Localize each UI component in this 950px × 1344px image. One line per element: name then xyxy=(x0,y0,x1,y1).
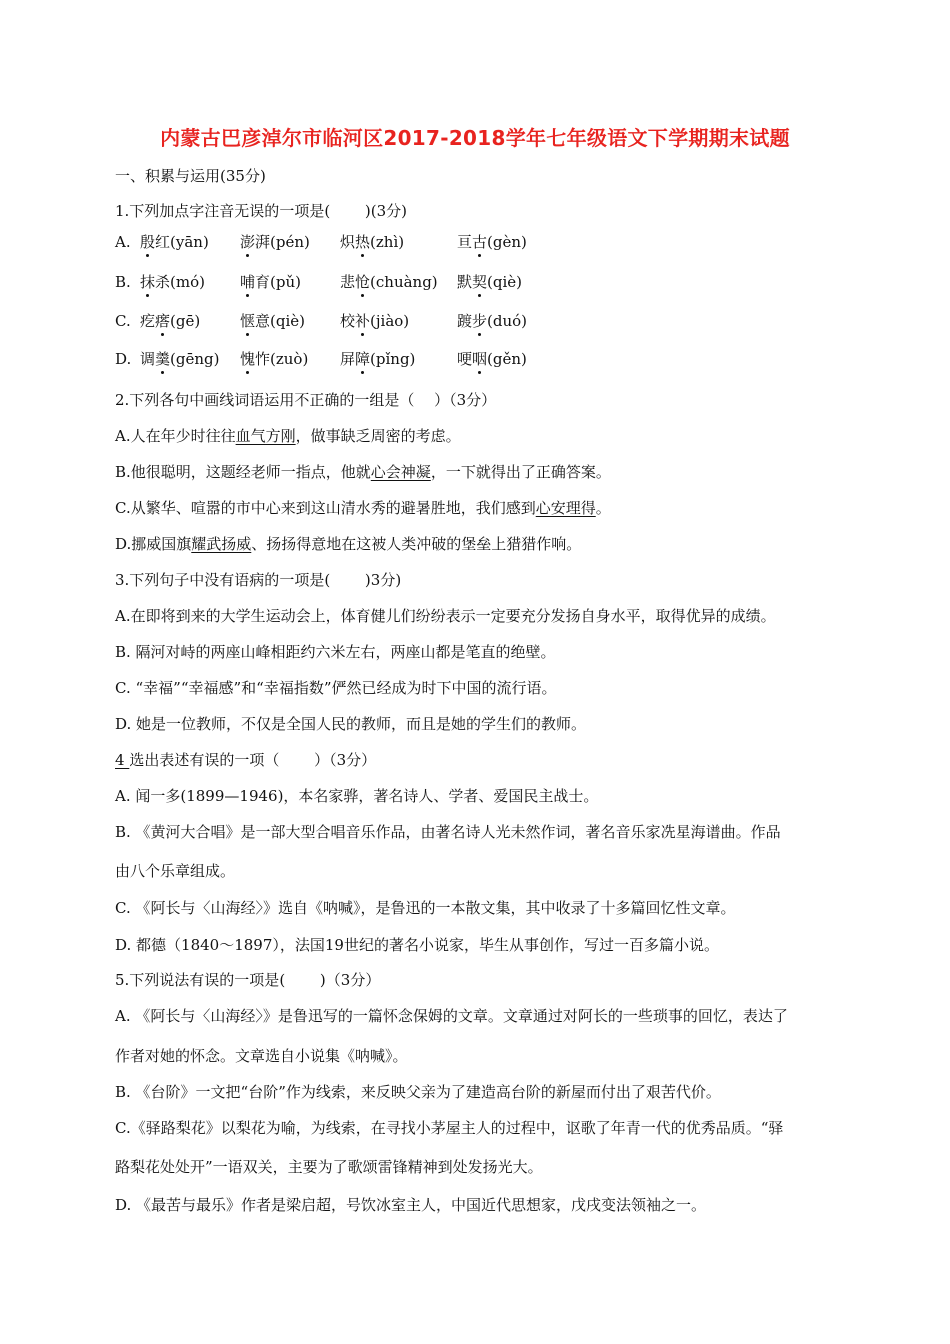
option-label: B. xyxy=(115,273,131,291)
word-char: 炽 xyxy=(340,233,356,251)
dotted-char: 澎 xyxy=(240,233,256,251)
question-5-option-d: D. 《最苦与最乐》作者是梁启超，号饮冰室主人，中国近代思想家，戊戌变法领袖之一。 xyxy=(115,1196,707,1214)
word-rest: (qiè) xyxy=(487,273,523,291)
word-rest: (duó) xyxy=(487,312,528,330)
question-5-option-a-cont: 作者对她的怀念。文章选自小说集《呐喊》。 xyxy=(115,1047,408,1065)
option-word xyxy=(240,311,305,331)
question-number: 4 xyxy=(115,751,130,769)
underlined-phrase: 心会神凝 xyxy=(370,463,431,481)
dotted-char: 步 xyxy=(472,312,488,330)
question-5-option-c-cont: 路梨花处处开”一语双关，主要为了歌颂雷锋精神到处发扬光大。 xyxy=(115,1158,543,1176)
question-4-stem xyxy=(115,750,376,770)
option-text: 、扬扬得意地在这被人类冲破的堡垒上猎猎作响。 xyxy=(251,535,582,553)
dotted-char: 愧 xyxy=(240,350,256,368)
question-4-option-a: A. 闻一多(1899—1946)，本名家骅，著名诗人、学者、爱国民主战士。 xyxy=(115,787,599,805)
question-2-option-b xyxy=(115,462,611,482)
question-3-stem: 3.下列句子中没有语病的一项是( )3分) xyxy=(115,571,402,589)
option-word xyxy=(240,349,308,369)
question-4-option-d: D. 都德（1840～1897），法国19世纪的著名小说家，毕生从事创作，写过一百多篇小说。 xyxy=(115,936,719,954)
word-rest: (gèn) xyxy=(487,233,527,251)
question-2-option-c xyxy=(115,498,611,518)
option-label: A. xyxy=(115,233,131,251)
dotted-char: 热 xyxy=(355,233,371,251)
dotted-char: 哺 xyxy=(240,273,256,291)
dotted-char: 羹 xyxy=(155,350,171,368)
question-3-option-d: D. 她是一位教师，不仅是全国人民的教师，而且是她的学生们的教师。 xyxy=(115,715,587,733)
option-word xyxy=(140,311,200,331)
option-word xyxy=(340,349,415,369)
option-text: A.人在年少时往往 xyxy=(115,427,236,445)
word-rest: (gē) xyxy=(170,312,201,330)
question-4-option-c: C. 《阿长与〈山海经〉》选自《呐喊》，是鲁迅的一本散文集，其中收录了十多篇回忆性文章。 xyxy=(115,899,736,917)
word-char: 默 xyxy=(457,273,473,291)
option-word xyxy=(457,272,522,292)
word-rest: 意(qiè) xyxy=(255,312,305,330)
dotted-char: 瘩 xyxy=(155,312,171,330)
question-5-option-c: C.《驿路梨花》以梨花为喻，为线索，在寻找小茅屋主人的过程中，讴歌了年青一代的优秀品质。“驿 xyxy=(115,1119,784,1137)
dotted-char: 补 xyxy=(355,312,371,330)
word-char: 屏 xyxy=(340,350,356,368)
word-rest: 育(pǔ) xyxy=(255,273,301,291)
dotted-char: 古 xyxy=(472,233,488,251)
word-rest: (chuàng) xyxy=(370,273,438,291)
option-text: B.他很聪明，这题经老师一指点，他就 xyxy=(115,463,371,481)
word-char: 哽 xyxy=(457,350,473,368)
dotted-char: 契 xyxy=(472,273,488,291)
option-text: ，做事缺乏周密的考虑。 xyxy=(295,427,461,445)
question-5-stem: 5.下列说法有误的一项是( )（3分） xyxy=(115,971,381,989)
word-rest: 怍(zuò) xyxy=(255,350,309,368)
question-5-option-a: A. 《阿长与〈山海经〉》是鲁迅写的一篇怀念保姆的文章。文章通过对阿长的一些琐事的回忆，表达了 xyxy=(115,1007,788,1025)
question-1-stem: 1.下列加点字注音无误的一项是( )(3分) xyxy=(115,202,408,220)
dotted-char: 惬 xyxy=(240,312,256,330)
question-3-option-b: B. 隔河对峙的两座山峰相距约六米左右，两座山都是笔直的绝壁。 xyxy=(115,643,556,661)
option-word xyxy=(457,311,527,331)
word-char: 疙 xyxy=(140,312,156,330)
section-heading: 一、积累与运用(35分) xyxy=(115,167,266,185)
option-word xyxy=(140,272,205,292)
word-char: 悲 xyxy=(340,273,356,291)
word-char: 校 xyxy=(340,312,356,330)
dotted-char: 怆 xyxy=(355,273,371,291)
word-rest: (gěn) xyxy=(487,350,527,368)
option-label: C. xyxy=(115,312,131,330)
dotted-char: 障 xyxy=(355,350,371,368)
option-word xyxy=(240,232,310,252)
word-char: 亘 xyxy=(457,233,473,251)
word-rest: 杀(mó) xyxy=(155,273,205,291)
question-2-option-d xyxy=(115,534,581,554)
option-word xyxy=(457,232,527,252)
question-2-option-a xyxy=(115,426,461,446)
word-char: 踱 xyxy=(457,312,473,330)
word-rest: (zhì) xyxy=(370,233,405,251)
option-word xyxy=(140,232,209,252)
option-text: 。 xyxy=(595,499,611,517)
option-word xyxy=(340,311,409,331)
option-text: C.从繁华、喧嚣的市中心来到这山清水秀的避暑胜地，我们感到 xyxy=(115,499,536,517)
question-3-option-c: C. “幸福”“幸福感”和“幸福指数”俨然已经成为时下中国的流行语。 xyxy=(115,679,557,697)
word-char: 调 xyxy=(140,350,156,368)
underlined-phrase: 耀武扬威 xyxy=(191,535,252,553)
dotted-char: 抹 xyxy=(140,273,156,291)
question-4-option-b-cont: 由八个乐章组成。 xyxy=(115,862,236,880)
option-word xyxy=(340,272,438,292)
option-text: D.挪威国旗 xyxy=(115,535,192,553)
option-label: D. xyxy=(115,350,132,368)
underlined-phrase: 血气方刚 xyxy=(235,427,296,445)
option-word xyxy=(140,349,219,369)
word-rest: (pǐng) xyxy=(370,350,416,368)
question-2-stem: 2.下列各句中画线词语运用不正确的一组是（ ）（3分） xyxy=(115,391,497,409)
dotted-char: 殷 xyxy=(140,233,156,251)
word-rest: 湃(pén) xyxy=(255,233,310,251)
word-rest: (gēng) xyxy=(170,350,220,368)
option-word xyxy=(240,272,301,292)
question-3-option-a: A.在即将到来的大学生运动会上，体育健儿们纷纷表示一定要充分发扬自身水平，取得优异的成绩。 xyxy=(115,607,776,625)
question-5-option-b: B. 《台阶》一文把“台阶”作为线索，来反映父亲为了建造高台阶的新屋而付出了艰苦代价。 xyxy=(115,1083,721,1101)
exam-title: 内蒙古巴彦淖尔市临河区2017-2018学年七年级语文下学期期末试题 xyxy=(160,126,790,150)
question-4-option-b: B. 《黄河大合唱》是一部大型合唱音乐作品，由著名诗人光未然作词，著名音乐家冼星海谱曲。作品 xyxy=(115,823,781,841)
option-word xyxy=(457,349,527,369)
dotted-char: 咽 xyxy=(472,350,488,368)
word-rest: (jiào) xyxy=(370,312,410,330)
underlined-phrase: 心安理得 xyxy=(535,499,596,517)
word-rest: 红(yān) xyxy=(155,233,209,251)
option-word xyxy=(340,232,404,252)
stem-text: 选出表述有误的一项（ ）（3分） xyxy=(129,751,377,769)
option-text: ，一下就得出了正确答案。 xyxy=(430,463,611,481)
